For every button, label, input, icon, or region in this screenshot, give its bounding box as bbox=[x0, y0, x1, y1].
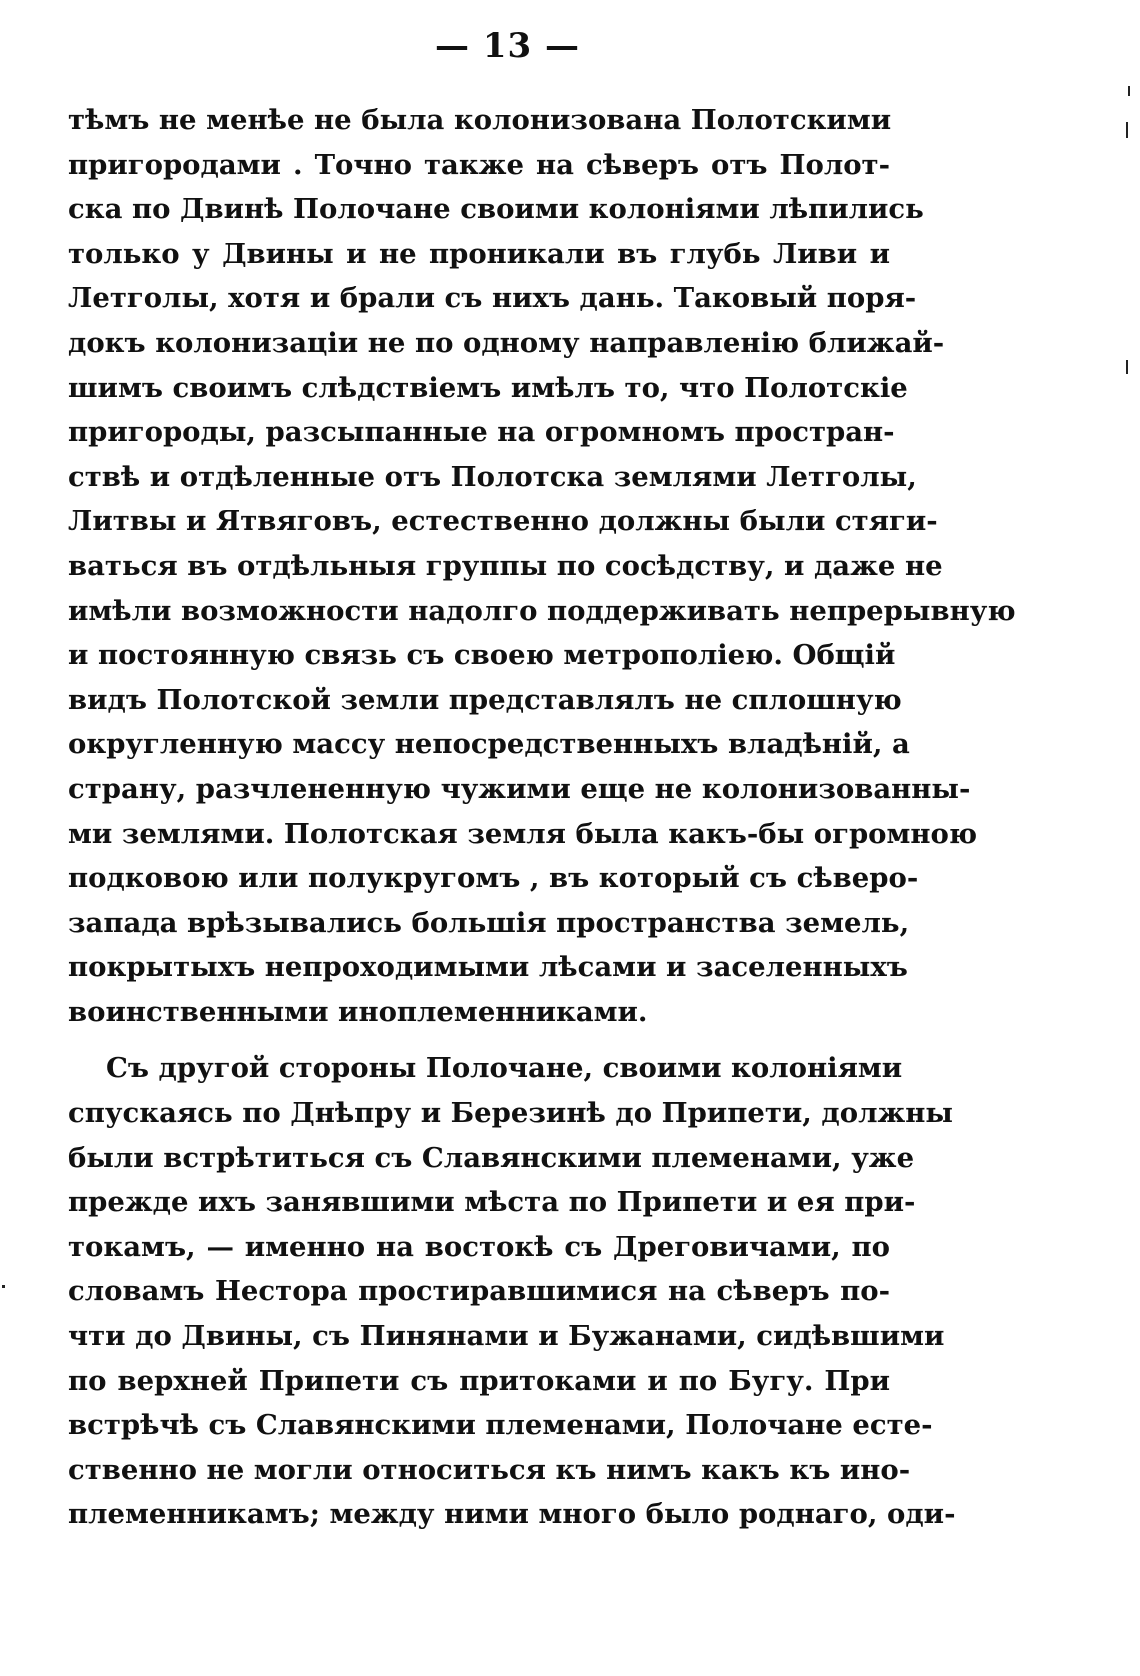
text-line: прежде ихъ занявшими мѣста по Припети и ея при- bbox=[68, 1186, 916, 1219]
text-line: ми землями. Полотская земля была какъ-бы огромною bbox=[68, 817, 978, 850]
text-line: запада врѣзывались большія пространства земель, bbox=[68, 906, 910, 939]
text-line: подковою или полукругомъ , въ который съ сѣверо- bbox=[68, 862, 919, 895]
text-line: Летголы, хотя и брали съ нихъ дань. Таковый поря- bbox=[68, 282, 917, 315]
body-text bbox=[68, 98, 1016, 1537]
text-line: докъ колонизаціи не по одному направленію ближай- bbox=[68, 326, 945, 359]
text-line: пригороды, разсыпанные на огромномъ простран- bbox=[68, 416, 895, 449]
text-line: спускаясь по Днѣпру и Березинѣ до Припети, должны bbox=[68, 1097, 953, 1130]
text-line: воинственными иноплеменниками. bbox=[68, 995, 648, 1028]
text-line: встрѣчѣ съ Славянскими племенами, Полочане есте- bbox=[68, 1409, 933, 1442]
text-line: страну, разчлененную чужими еще не колонизованны- bbox=[68, 772, 971, 805]
text-line: ственно не могли относиться къ нимъ какъ къ ино- bbox=[68, 1453, 911, 1486]
text-line: только у Двины и не проникали въ глубь Ливи и bbox=[68, 237, 890, 270]
text-line: пригородами . Точно также на сѣверъ отъ Полот- bbox=[68, 148, 890, 181]
scan-edge-mark bbox=[1126, 360, 1128, 374]
text-line: видъ Полотской земли представлялъ не сплошную bbox=[68, 683, 902, 716]
text-line: ска по Двинѣ Полочане своими колоніями лѣпились bbox=[68, 193, 924, 226]
text-line: Литвы и Ятвяговъ, естественно должны были стяги- bbox=[68, 505, 938, 538]
text-line: чти до Двины, съ Пинянами и Бужанами, сидѣвшими bbox=[68, 1320, 945, 1353]
text-line: Съ другой стороны Полочане, своими колоніями bbox=[106, 1052, 903, 1085]
text-line: были встрѣтиться съ Славянскими племенами, уже bbox=[68, 1141, 915, 1174]
page-number: — 13 — bbox=[435, 26, 580, 66]
text-line: ваться въ отдѣльныя группы по сосѣдству, и даже не bbox=[68, 549, 943, 582]
text-line: по верхней Припети съ притоками и по Бугу. При bbox=[68, 1364, 890, 1397]
text-line: словамъ Нестора простиравшимися на сѣверъ по- bbox=[68, 1275, 890, 1308]
text-line: и постоянную связь съ своею метрополіею. Общій bbox=[68, 639, 896, 672]
paragraph-gap bbox=[68, 1034, 890, 1046]
text-line: имѣли возможности надолго поддерживать непрерывную bbox=[68, 594, 1016, 627]
text-line: токамъ, — именно на востокѣ съ Дреговичами, по bbox=[68, 1230, 890, 1263]
scan-edge-mark bbox=[1126, 122, 1128, 138]
text-line: шимъ своимъ слѣдствіемъ имѣлъ то, что Полотскіе bbox=[68, 371, 908, 404]
scan-edge-mark bbox=[2, 1285, 5, 1288]
scan-edge-mark bbox=[1128, 86, 1130, 96]
text-line: округленную массу непосредственныхъ владѣній, а bbox=[68, 728, 910, 761]
text-line: покрытыхъ непроходимыми лѣсами и заселенныхъ bbox=[68, 951, 908, 984]
text-line: ствѣ и отдѣленные отъ Полотска землями Летголы, bbox=[68, 460, 917, 493]
text-line: племенникамъ; между ними много было роднаго, оди- bbox=[68, 1498, 956, 1531]
text-line: тѣмъ не менѣе не была колонизована Полотскими bbox=[68, 104, 892, 136]
